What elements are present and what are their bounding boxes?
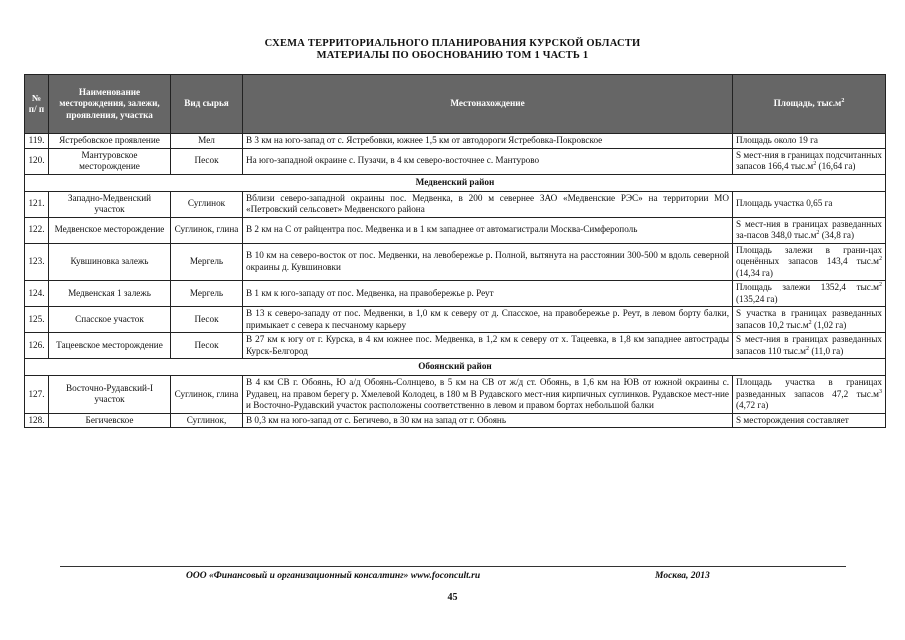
deposit-name: Медвенская 1 залежь bbox=[49, 281, 171, 307]
section-row bbox=[25, 174, 886, 191]
raw-material-type: Мергель bbox=[171, 281, 243, 307]
location-description: Вблизи северо-западной окраины пос. Медвенка, в 200 м севернее ЗАО «Медвенские РЭС» на территории МО «Петровский сельсовет» Медвенского района bbox=[243, 191, 733, 217]
location-description: В 13 к северо-западу от пос. Медвенки, в 1,0 км к северу от д. Спасское, на правобережье р. Реут, в левом борту балки, примыкает с севера к песчаному карьеру bbox=[243, 307, 733, 333]
row-number: 121. bbox=[25, 191, 49, 217]
deposit-name: Кувшиновка залежь bbox=[49, 243, 171, 281]
location-description: В 4 км СВ г. Обоянь, Ю а/д Обоянь-Солнцево, в 5 км на СВ от ж/д ст. Обоянь, в 1,6 км на ЮВ от южной окраины с. Рудавец, на правом берегу р. Хмелевой Колодец, в 180 м В Рудавского мест-ния кирпичных суглинков. Рудавское мест-ние и Восточно-Рудавский участок расположены соответственно в левом и правом бортах небольшой балки bbox=[243, 376, 733, 414]
row-number: 123. bbox=[25, 243, 49, 281]
header-type: Вид сырья bbox=[171, 75, 243, 134]
header-name: Наименование месторождения, залежи, проявления, участка bbox=[49, 75, 171, 134]
table-row bbox=[25, 243, 886, 281]
location-description: В 2 км на С от райцентра пос. Медвенка и в 1 км западнее от автомагистрали Москва-Симферополь bbox=[243, 217, 733, 243]
location-description: В 3 км на юго-запад от с. Ястребовки, южнее 1,5 км от автодороги Ястребовка-Покровское bbox=[243, 134, 733, 149]
deposit-name: Мантуровское месторождение bbox=[49, 148, 171, 174]
table-row bbox=[25, 281, 886, 307]
area-value: S мест-ния в границах подсчитанных запасов 166,4 $тыс.м^2$ (16,64 га) bbox=[733, 148, 886, 174]
document-title: СХЕМА ТЕРРИТОРИАЛЬНОГО ПЛАНИРОВАНИЯ КУРСКОЙ ОБЛАСТИ bbox=[264, 38, 641, 49]
deposit-name: Ястребовское проявление bbox=[49, 134, 171, 149]
table-row bbox=[25, 148, 886, 174]
row-number: 119. bbox=[25, 134, 49, 149]
row-number: 120. bbox=[25, 148, 49, 174]
location-description: В 27 км к югу от г. Курска, в 4 км южнее пос. Медвенка, в 1,2 км к северу от х. Тацеевка, в 1,8 км западнее автострады Курск-Белгород bbox=[243, 333, 733, 359]
header-location: Местонахождение bbox=[243, 75, 733, 134]
location-description: В 0,3 км на юго-запад от с. Бегичево, в 30 км на запад от г. Обоянь bbox=[243, 413, 733, 428]
raw-material-type: Суглинок, bbox=[171, 413, 243, 428]
header-area: Площадь, $тыс.м^2$ bbox=[733, 75, 886, 134]
table-row bbox=[25, 191, 886, 217]
raw-material-type: Суглинок, глина bbox=[171, 376, 243, 414]
row-number: 122. bbox=[25, 217, 49, 243]
deposits-table bbox=[24, 74, 886, 428]
deposit-name: Восточно-Рудавский-I участок bbox=[49, 376, 171, 414]
page-number: 45 bbox=[447, 592, 458, 603]
location-description: В 1 км к юго-западу от пос. Медвенка, на правобережье р. Реут bbox=[243, 281, 733, 307]
footer-city-year: Москва, 2013 bbox=[655, 571, 710, 581]
deposit-name: Медвенское месторождение bbox=[49, 217, 171, 243]
area-value: Площадь около 19 га bbox=[733, 134, 886, 149]
deposit-name: Спасское участок bbox=[49, 307, 171, 333]
deposit-name: Тацеевское месторождение bbox=[49, 333, 171, 359]
area-value: S мест-ния в границах разведанных запасов 110 $тыс.м^2$ (11,0 га) bbox=[733, 333, 886, 359]
row-number: 127. bbox=[25, 376, 49, 414]
area-value: Площадь участка в границах разведанных запасов 47,2 $тыс.м^3$ (4,72 га) bbox=[733, 376, 886, 414]
table-header-row bbox=[25, 75, 886, 134]
table-row bbox=[25, 333, 886, 359]
raw-material-type: Мергель bbox=[171, 243, 243, 281]
raw-material-type: Песок bbox=[171, 148, 243, 174]
raw-material-type: Суглинок bbox=[171, 191, 243, 217]
area-value: S месторождения составляет bbox=[733, 413, 886, 428]
area-value: Площадь залежи в грани-цах оценённых запасов 143,4 $тыс.м^2$ (14,34 га) bbox=[733, 243, 886, 281]
table-row bbox=[25, 217, 886, 243]
section-row bbox=[25, 359, 886, 376]
table-row bbox=[25, 413, 886, 428]
deposit-name: Западно-Медвенский участок bbox=[49, 191, 171, 217]
table-row bbox=[25, 307, 886, 333]
raw-material-type: Песок bbox=[171, 307, 243, 333]
table-row bbox=[25, 376, 886, 414]
footer-company: ООО «Финансовый и организационный консалтинг» www.foconcult.ru bbox=[186, 571, 481, 581]
raw-material-type: Мел bbox=[171, 134, 243, 149]
area-value: S участка в границах разведанных запасов 10,2 $тыс.м^2$ (1,02 га) bbox=[733, 307, 886, 333]
raw-material-type: Песок bbox=[171, 333, 243, 359]
footer-divider bbox=[60, 566, 846, 567]
document-subtitle: МАТЕРИАЛЫ ПО ОБОСНОВАНИЮ ТОМ 1 ЧАСТЬ 1 bbox=[316, 50, 589, 61]
location-description: На юго-западной окраине с. Пузачи, в 4 км северо-восточнее с. Мантурово bbox=[243, 148, 733, 174]
section-title: Обоянский район bbox=[25, 359, 886, 376]
section-title: Медвенский район bbox=[25, 174, 886, 191]
area-value: Площадь залежи 1352,4 $тыс.м^2$ (135,24 га) bbox=[733, 281, 886, 307]
row-number: 124. bbox=[25, 281, 49, 307]
area-value: S мест-ния в границах разведанных за-пасов 348,0 $тыс.м^2$ (34,8 га) bbox=[733, 217, 886, 243]
row-number: 125. bbox=[25, 307, 49, 333]
raw-material-type: Суглинок, глина bbox=[171, 217, 243, 243]
row-number: 126. bbox=[25, 333, 49, 359]
row-number: 128. bbox=[25, 413, 49, 428]
area-value: Площадь участка 0,65 га bbox=[733, 191, 886, 217]
deposit-name: Бегичевское bbox=[49, 413, 171, 428]
table-row bbox=[25, 134, 886, 149]
header-num: № п/ п bbox=[25, 75, 49, 134]
location-description: В 10 км на северо-восток от пос. Медвенки, на левобережье р. Полной, вытянута на расстоянии 300-500 м вдоль северной окраины д. Кувшиновки bbox=[243, 243, 733, 281]
